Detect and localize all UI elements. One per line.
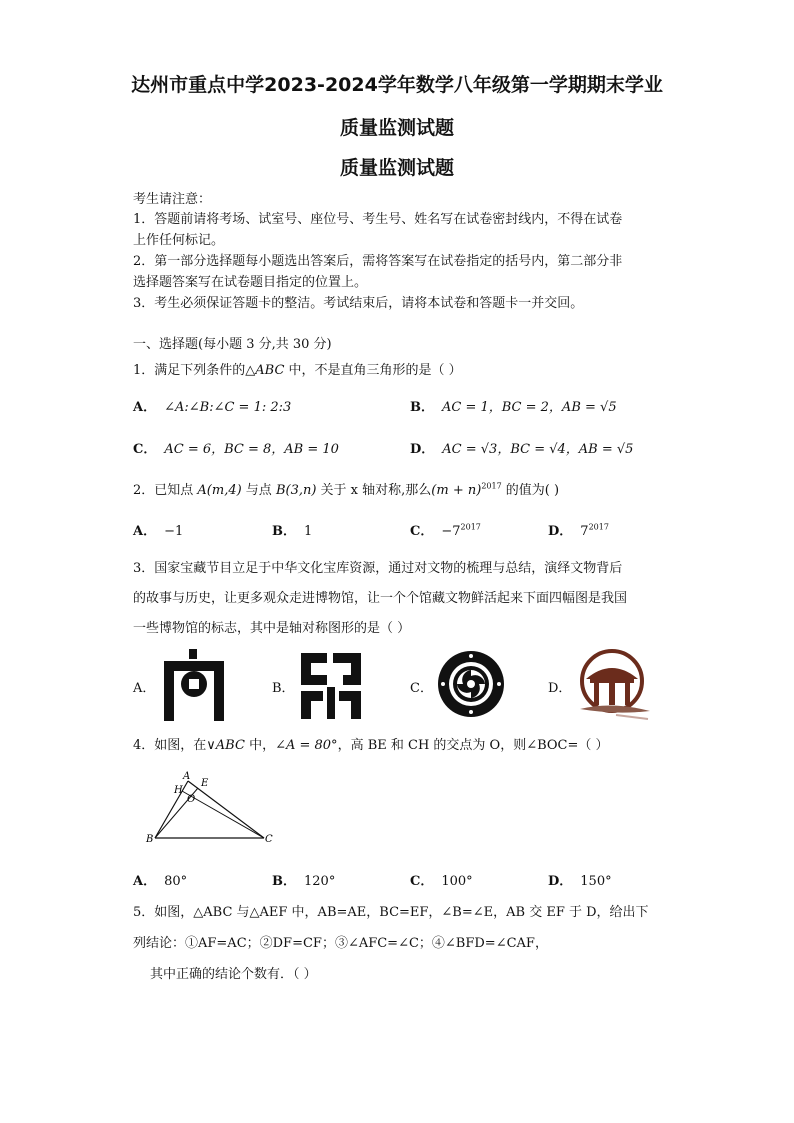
q1-option-c-text: AC = 6，BC = 8，AB = 10 — [164, 442, 339, 457]
q4-stem-angle: ∠A = 80° — [275, 738, 338, 753]
q2-stem-pre: 2．已知点 — [133, 483, 198, 498]
museum-logo-1-icon — [160, 649, 228, 717]
notice-item1-b: 上作任何标记。 — [133, 233, 225, 248]
q2-option-c — [410, 520, 481, 539]
page-title-line2: 质量监测试题 — [339, 117, 454, 139]
q2-expr: (m + n) — [431, 483, 482, 498]
museum-logo-3-icon — [437, 650, 505, 718]
fig-label-c: C — [265, 834, 273, 845]
q2-stem-post: 的值为( ) — [501, 483, 560, 498]
q2-stem-mid: 与点 — [241, 483, 276, 498]
q4-option-b — [272, 870, 335, 889]
q2-stem-mid2: 关于 x 轴对称,那么 — [316, 483, 432, 498]
q4-stem-mid: 中， — [244, 738, 276, 753]
q2-point-b: B(3,n) — [275, 483, 317, 498]
q1-option-d-text: AC = √3，BC = √4，AB = √5 — [442, 442, 634, 457]
q2-option-a-text: −1 — [164, 524, 184, 539]
q5-line3: 其中正确的结论个数有．（ ） — [150, 967, 317, 982]
q2-option-d-label: D． — [548, 524, 573, 539]
notice-item3: 3．考生必须保证答题卡的整洁。考试结束后，请将本试卷和答题卡一并交回。 — [133, 296, 584, 311]
q4-stem — [133, 734, 609, 753]
q4-option-d-label: D． — [548, 874, 573, 889]
q3-line1: 3．国家宝藏节目立足于中华文化宝库资源，通过对文物的梳理与总结，演绎文物背后 — [133, 561, 623, 576]
q1-option-b-label: B． — [410, 400, 434, 415]
q4-option-b-label: B． — [272, 874, 296, 889]
q4-stem-post: ，高 BE 和 CH 的交点为 O，则∠BOC=（ ） — [337, 738, 609, 753]
q2-exp: 2017 — [481, 481, 502, 491]
q3-line3: 一些博物馆的标志，其中是轴对称图形的是（ ） — [133, 621, 411, 636]
q1-option-b — [410, 396, 617, 415]
q4-stem-tri: ∨ABC — [206, 738, 245, 753]
q1-option-a — [133, 396, 291, 415]
q2-option-c-text: −7 — [441, 524, 461, 539]
q1-option-d — [410, 438, 633, 457]
q1-option-c — [133, 438, 339, 457]
q4-option-a-text: 80° — [164, 874, 188, 889]
fig-label-o: O — [187, 794, 196, 805]
q2-stem — [133, 479, 559, 498]
section1-heading: 一、选择题(每小题 3 分,共 30 分) — [133, 337, 332, 352]
fig-label-h: H — [174, 785, 183, 796]
q4-stem-pre: 4．如图，在 — [133, 738, 207, 753]
q2-option-d-exp: 2017 — [588, 522, 609, 532]
q2-option-b-label: B． — [272, 524, 296, 539]
q2-point-a: A(m,4) — [197, 483, 242, 498]
notice-item2-b: 选择题答案写在试卷题目指定的位置上。 — [133, 275, 368, 290]
q3-option-d-label: D． — [548, 681, 572, 696]
page-title-line1: 达州市重点中学2023-2024学年数学八年级第一学期期末学业 — [131, 74, 663, 96]
q1-option-a-text: ∠A:∠B:∠C = 1: 2:3 — [164, 400, 292, 415]
q4-option-c-label: C． — [410, 874, 434, 889]
q1-stem-post: 中，不是直角三角形的是（ ） — [284, 363, 462, 378]
q1-stem-tri: △ABC — [245, 363, 285, 378]
q2-option-b-text: 1 — [304, 524, 313, 539]
q4-option-c — [410, 870, 473, 889]
pavilion-logo-icon — [576, 649, 652, 721]
q1-option-b-text: AC = 1，BC = 2，AB = √5 — [442, 400, 617, 415]
q3-option-a-label: A． — [133, 681, 156, 696]
q5-line1: 5．如图，△ABC 与△AEF 中，AB=AE，BC=EF，∠B=∠E，AB 交 EF 于 D，给出下 — [133, 905, 649, 920]
q2-option-c-label: C． — [410, 524, 434, 539]
notice-item2-a: 2．第一部分选择题每小题选出答案后，需将答案写在试卷指定的括号内，第二部分非 — [133, 254, 623, 269]
q2-option-a-label: A． — [133, 524, 157, 539]
fig-label-a: A — [183, 771, 191, 782]
q1-stem-pre: 1．满足下列条件的 — [133, 363, 246, 378]
q3-line2: 的故事与历史，让更多观众走进博物馆，让一个个馆藏文物鲜活起来下面四幅图是我国 — [133, 591, 628, 606]
q1-option-c-label: C． — [133, 442, 157, 457]
q1-option-a-label: A． — [133, 400, 157, 415]
q2-option-b — [272, 520, 312, 539]
notice-heading: 考生请注意： — [133, 192, 212, 207]
q2-option-d — [548, 520, 609, 539]
q2-option-d-text: 7 — [580, 524, 589, 539]
q4-option-c-text: 100° — [441, 874, 473, 889]
q5-line2: 列结论：①AF=AC；②DF=CF；③∠AFC=∠C；④∠BFD=∠CAF， — [133, 936, 548, 951]
q4-option-a — [133, 870, 187, 889]
q2-option-a — [133, 520, 183, 539]
q4-option-d-text: 150° — [580, 874, 612, 889]
q3-option-b-label: B． — [272, 681, 295, 696]
q1-option-d-label: D． — [410, 442, 435, 457]
q1-stem — [133, 359, 462, 378]
museum-logo-2-icon — [297, 649, 365, 717]
q4-figure — [140, 768, 280, 848]
q4-option-d — [548, 870, 612, 889]
page-title-line3: 质量监测试题 — [339, 157, 454, 179]
q4-option-b-text: 120° — [304, 874, 336, 889]
notice-item1-a: 1．答题前请将考场、试室号、座位号、考生号、姓名写在试卷密封线内，不得在试卷 — [133, 212, 623, 227]
fig-label-e: E — [201, 778, 209, 789]
fig-label-b: B — [146, 834, 154, 845]
q3-option-c-label: C． — [410, 681, 433, 696]
q4-option-a-label: A． — [133, 874, 157, 889]
q2-option-c-exp: 2017 — [460, 522, 481, 532]
